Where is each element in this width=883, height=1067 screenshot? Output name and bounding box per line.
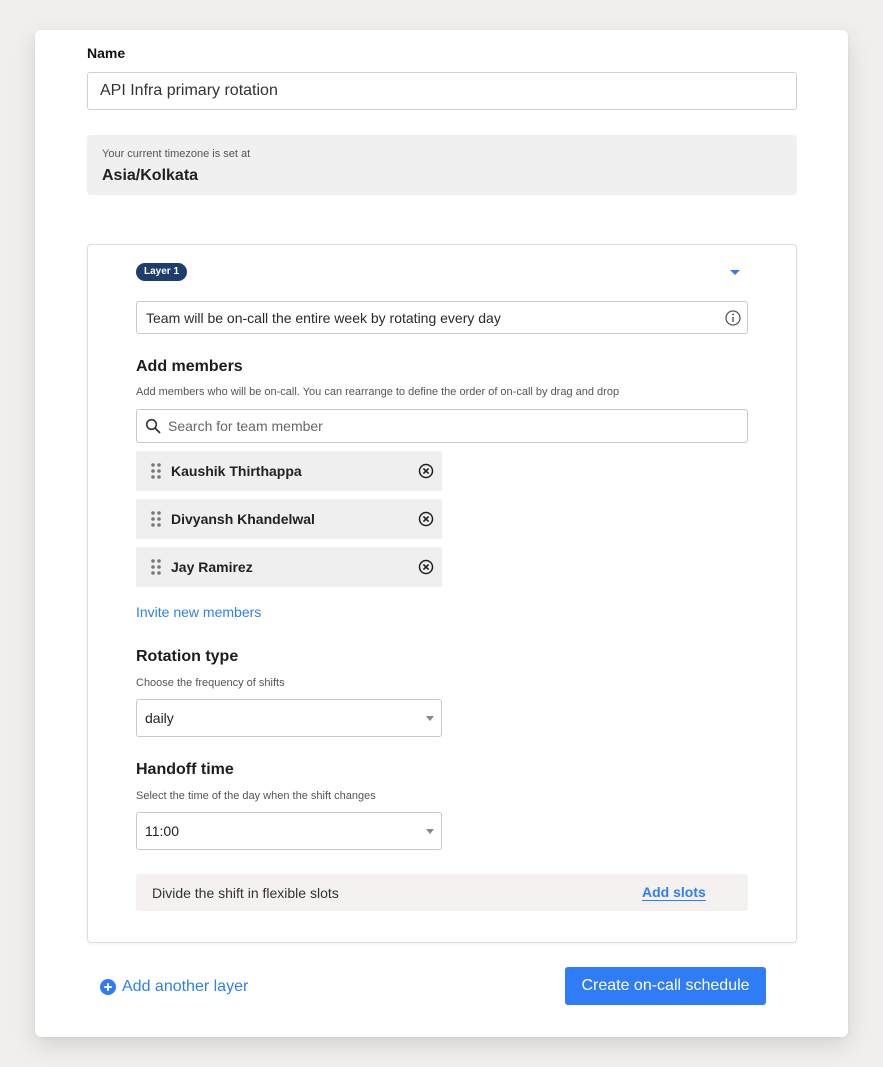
add-slots-link[interactable]: Add slots bbox=[642, 884, 706, 900]
flexible-slots-bar bbox=[136, 874, 748, 911]
drag-handle-icon[interactable] bbox=[150, 462, 162, 480]
member-search-placeholder: Search for team member bbox=[168, 418, 323, 434]
member-search-input[interactable] bbox=[136, 409, 748, 443]
remove-circle-icon[interactable] bbox=[417, 510, 435, 528]
create-schedule-button[interactable]: Create on-call schedule bbox=[565, 967, 766, 1005]
caret-down-icon[interactable] bbox=[728, 265, 742, 279]
timezone-panel bbox=[87, 135, 797, 195]
member-item[interactable] bbox=[136, 499, 442, 539]
layer-description-select[interactable] bbox=[136, 301, 748, 334]
name-label: Name bbox=[87, 45, 126, 61]
rotation-type-subtitle: Choose the frequency of shifts bbox=[136, 677, 285, 689]
invite-members-link[interactable]: Invite new members bbox=[136, 604, 262, 620]
drag-handle-icon[interactable] bbox=[150, 558, 162, 576]
chevron-down-icon bbox=[426, 709, 434, 715]
member-name: Kaushik Thirthappa bbox=[171, 463, 302, 479]
add-members-subtitle: Add members who will be on-call. You can rearrange to define the order of on-call by drag and drop bbox=[136, 386, 620, 398]
drag-handle-icon[interactable] bbox=[150, 510, 162, 528]
layer-badge: Layer 1 bbox=[136, 263, 187, 281]
search-icon bbox=[145, 418, 161, 434]
handoff-time-value: 11:00 bbox=[145, 823, 179, 839]
remove-circle-icon[interactable] bbox=[417, 462, 435, 480]
handoff-time-subtitle: Select the time of the day when the shift changes bbox=[136, 790, 376, 802]
member-item[interactable] bbox=[136, 451, 442, 491]
add-members-title: Add members bbox=[136, 358, 243, 375]
rotation-type-select[interactable] bbox=[136, 699, 442, 737]
remove-circle-icon[interactable] bbox=[417, 558, 435, 576]
timezone-value: Asia/Kolkata bbox=[102, 167, 199, 184]
add-layer-label: Add another layer bbox=[122, 978, 249, 995]
layer-panel bbox=[87, 244, 797, 943]
plus-circle-icon bbox=[100, 979, 116, 995]
add-layer-button[interactable] bbox=[100, 976, 248, 998]
rotation-type-title: Rotation type bbox=[136, 648, 239, 665]
handoff-time-select[interactable] bbox=[136, 812, 442, 850]
timezone-caption: Your current timezone is set at bbox=[102, 148, 251, 160]
flexible-slots-text: Divide the shift in flexible slots bbox=[152, 885, 339, 901]
member-name: Divyansh Khandelwal bbox=[171, 511, 315, 527]
info-icon[interactable] bbox=[724, 309, 742, 327]
layer-description-text: Team will be on-call the entire week by rotating every day bbox=[146, 310, 501, 326]
schedule-name-input[interactable]: API Infra primary rotation bbox=[87, 72, 797, 110]
schedule-form-card bbox=[35, 30, 848, 1037]
rotation-type-value: daily bbox=[145, 710, 174, 726]
chevron-down-icon bbox=[426, 822, 434, 828]
member-item[interactable] bbox=[136, 547, 442, 587]
handoff-time-title: Handoff time bbox=[136, 761, 234, 778]
member-name: Jay Ramirez bbox=[171, 559, 253, 575]
